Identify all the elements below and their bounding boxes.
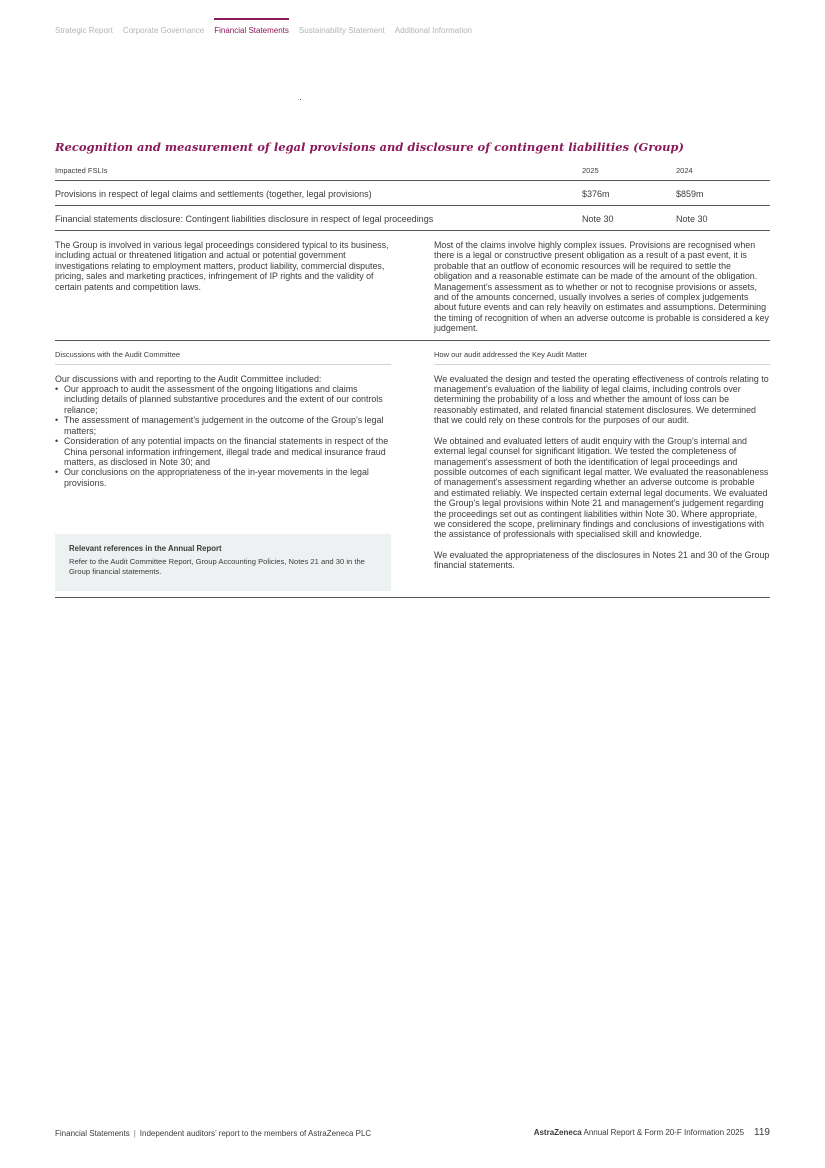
footer-subtitle: Independent auditors’ report to the members of AstraZeneca PLC — [139, 1129, 372, 1138]
fsli-value-2024: Note 30 — [676, 214, 708, 224]
audit-paragraph: We obtained and evaluated letters of audit enquiry with the Group’s internal and external legal counsel for significant litigation. We tested the completeness of management’s assessment of both the identification of legal proceedings and possible outcomes of each significant legal matter. We evaluated the reasonableness of management’s assessment regarding whether an adverse outcome is probable and estimated reliably. We inspected certain external legal documents. We evaluated the Group’s legal provisions within Note 21 and management’s judgement regarding the proceedings set out as contingent liabilities within Note 30. Where appropriate, we considered the scope, preliminary findings and conclusions of investigations with the assistance of professionals with specialised skill and knowledge. — [434, 435, 769, 540]
audit-paragraph: We evaluated the appropriateness of the disclosures in Notes 21 and 30 of the Group financial statements. — [434, 549, 770, 571]
references-title: Relevant references in the Annual Report — [69, 544, 222, 554]
nav-item-corporate-governance[interactable]: Corporate Governance — [122, 26, 205, 35]
nav-item-additional-information[interactable]: Additional Information — [394, 26, 473, 35]
footer-brand: AstraZeneca — [533, 1128, 582, 1137]
nav-item-sustainability-statement[interactable]: Sustainability Statement — [298, 26, 385, 35]
fsli-value-2025: Note 30 — [582, 214, 614, 224]
discussions-intro: Our discussions with and reporting to the Audit Committee included: — [55, 373, 322, 384]
nav-item-strategic-report[interactable]: Strategic Report — [55, 26, 113, 35]
fsli-header-row — [55, 162, 770, 181]
list-item: • The assessment of management’s judgement in the outcome of the Group’s legal matters; — [55, 415, 391, 436]
fsli-value-2024: $859m — [676, 189, 704, 199]
audit-response-heading: How our audit addressed the Key Audit Matter — [434, 341, 770, 365]
relevant-references-box — [55, 534, 391, 590]
matter-description — [55, 231, 770, 341]
discussions-list — [55, 384, 391, 488]
fsli-header-label: Impacted FSLIs — [55, 166, 108, 175]
references-text: Refer to the Audit Committee Report, Group Accounting Policies, Notes 21 and 30 in the Group financial statements. — [69, 556, 365, 576]
fsli-header-2024: 2024 — [676, 166, 693, 175]
footer-separator: | — [133, 1129, 136, 1138]
list-item: • Consideration of any potential impacts on the financial statements in respect of the China personal information infringement, illegal trade and medical insurance fraud matters, as disclosed in Note 30; and — [55, 436, 391, 467]
section-title: Recognition and measurement of legal provisions and disclosure of contingent liabilities (Group) — [55, 140, 684, 154]
list-item: • Our approach to audit the assessment of the ongoing litigations and claims including details of planned substantive procedures and the extent of our controls reliance; — [55, 384, 391, 415]
discussions-column — [55, 374, 391, 591]
description-right: Most of the claims involve highly complex issues. Provisions are recognised when there is a legal or constructive present obligation as a result of a past event, it is probable that an outflow of economic resources will be required to settle the obligation and a reasonable estimate can be made of the amount of the obligation. Management’s assessment as to whether or not to recognise provisions or assets, and of the amounts concerned, usually involves a series of complex judgements about future events and can rely heavily on estimates and assumptions. Determining the timing of recognition of when an adverse outcome is probable is considered a key judgement. — [434, 240, 769, 334]
discussions-heading: Discussions with the Audit Committee — [55, 341, 391, 365]
page-number: 119 — [754, 1127, 770, 1138]
list-item: • Our conclusions on the appropriateness of the in-year movements in the legal provisions. — [55, 467, 391, 488]
footer-breadcrumb — [55, 1129, 371, 1138]
stray-dot — [300, 99, 301, 100]
fsli-label: Financial statements disclosure: Contingent liabilities disclosure in respect of legal proceedings — [55, 214, 434, 224]
nav-item-financial-statements[interactable]: Financial Statements — [214, 18, 289, 35]
footer-report-title: Annual Report & Form 20-F Information 2025 — [583, 1128, 745, 1137]
fsli-label: Provisions in respect of legal claims and settlements (together, legal provisions) — [55, 189, 372, 199]
audit-detail-block — [55, 365, 770, 598]
footer-report-info — [534, 1127, 770, 1138]
audit-paragraph: We evaluated the design and tested the operating effectiveness of controls relating to management’s evaluation of the liability of legal claims, including controls over determining the probability of a loss and whether the amount of loss can be reasonably estimated, and related financial statement disclosures. We determined that we could rely on these controls for the purposes of our audit. — [434, 373, 769, 426]
fsli-row — [55, 206, 770, 231]
subheading-row — [55, 341, 770, 365]
footer-section: Financial Statements — [55, 1129, 130, 1138]
fsli-header-2025: 2025 — [582, 166, 599, 175]
description-left: The Group is involved in various legal proceedings considered typical to its business, including actual or threatened litigation and actual or potential government investigations relating to employment matters, product liability, commercial disputes, pricing, sales and marketing practices, infringement of IP rights and the validity of certain patents and competition laws. — [55, 240, 389, 292]
audit-response-column — [434, 374, 770, 591]
fsli-row — [55, 181, 770, 206]
fsli-value-2025: $376m — [582, 189, 610, 199]
top-navigation — [55, 18, 472, 35]
key-audit-matter-table — [55, 162, 770, 598]
